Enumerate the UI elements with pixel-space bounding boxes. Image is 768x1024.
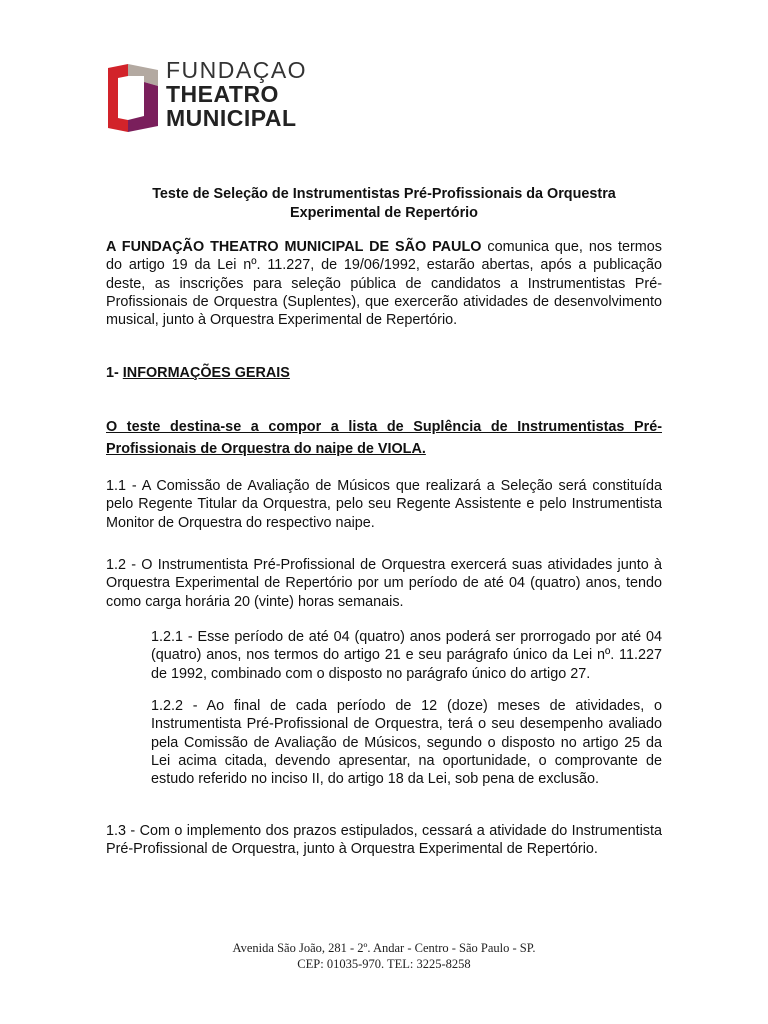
logo-line-1: FUNDAÇAO: [166, 57, 308, 83]
logo-line-3: MUNICIPAL: [166, 105, 297, 131]
logo-wordmark: [166, 58, 307, 130]
selection-notice-text: O teste destina-se a compor a lista de Suplência de Instrumentistas Pré-Profissionais de Orquestra do naipe de VIOLA.: [106, 419, 662, 457]
logo-line-2: THEATRO: [166, 81, 279, 107]
item-1-2-2: [151, 697, 662, 788]
item-1-2-2-text: 1.2.2 - Ao final de cada período de 12 (doze) meses de atividades, o Instrumentista Pré-Profissional de Orquestra, terá o seu desempenho avaliado pela Comissão de Avaliação de Músicos, segundo o disposto no artigo 25 da Lei acima citada, devendo apresentar, na oportunidade, o comprovante de estudo referido no inciso II, do artigo 18 da Lei, sob pena de exclusão.: [151, 698, 662, 788]
document-title: Teste de Seleção de Instrumentistas Pré-Profissionais da Orquestra Experimental de Repertório: [152, 186, 616, 221]
item-1-1: [106, 477, 662, 532]
footer-address: Avenida São João, 281 - 2º. Andar - Centro - São Paulo - SP.: [232, 941, 536, 955]
footer-contact: CEP: 01035-970. TEL: 3225-8258: [297, 957, 471, 971]
item-1-1-text: 1.1 - A Comissão de Avaliação de Músicos que realizará a Seleção será constituída pelo Regente Titular da Orquestra, pelo seu Regente Assistente e pelo Instrumentista Monitor de Orquestra do respectivo naipe.: [106, 478, 662, 531]
item-1-3: [106, 822, 662, 859]
section-1-number: 1-: [106, 365, 123, 381]
logo-mark-icon: [108, 64, 158, 132]
section-1-heading: [106, 364, 662, 382]
section-1-title: INFORMAÇÕES GERAIS: [122, 365, 290, 381]
intro-organization: A FUNDAÇÃO THEATRO MUNICIPAL DE SÃO PAULO: [106, 239, 482, 255]
item-1-2-1-text: 1.2.1 - Esse período de até 04 (quatro) anos poderá ser prorrogado por até 04 (quatro) anos, nos termos do artigo 21 e seu parágrafo único da Lei nº. 11.227 de 1992, combinado com o disposto no parágrafo único do artigo 27.: [151, 629, 662, 682]
logo: [108, 58, 308, 138]
page-footer: [0, 940, 768, 972]
item-1-2-text: 1.2 - O Instrumentista Pré-Profissional de Orquestra exercerá suas atividades junto à Orquestra Experimental de Repertório por um período de até 04 (quatro) anos, tendo como carga horária 20 (vinte) horas semanais.: [106, 557, 662, 610]
item-1-2: [106, 556, 662, 611]
item-1-3-text: 1.3 - Com o implemento dos prazos estipulados, cessará a atividade do Instrumentista Pré-Profissional de Orquestra, junto à Orquestra Experimental de Repertório.: [106, 823, 662, 858]
intro-text: comunica que, nos termos do artigo 19 da Lei nº. 11.227, de 19/06/1992, estarão abertas, após a publicação deste, as inscrições para seleção pública de candidatos a Instrumentistas Pré-Profissionais de Orquestra (Suplentes), que exercerão atividades de desenvolvimento musical, junto à Orquestra Experimental de Repertório.: [106, 239, 662, 329]
selection-notice: [106, 416, 662, 460]
item-1-2-1: [151, 628, 662, 683]
intro-paragraph: [106, 238, 662, 329]
